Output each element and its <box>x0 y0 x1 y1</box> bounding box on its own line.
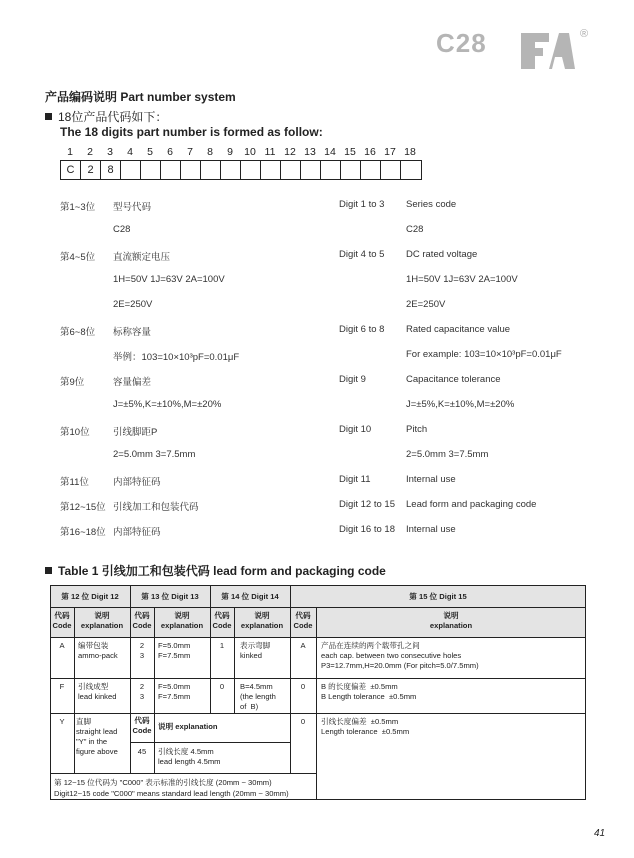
spec-en-desc: DC rated voltage <box>406 249 478 260</box>
grid-line <box>234 607 235 713</box>
spec-cn-digit: 第4~5位 <box>60 252 96 263</box>
spec-cn-digit: 第9位 <box>60 377 85 388</box>
page-number: 41 <box>594 828 606 839</box>
registered-mark: ® <box>580 28 589 40</box>
spec-en-digit: Digit 16 to 18 <box>339 524 395 535</box>
d13-code: 2 3 <box>139 682 145 701</box>
spec-en-desc: Internal use <box>406 524 456 535</box>
note-cn: 第 12~15 位代码为 "C000" 表示标准的引线长度 (20mm ~ 30mm) <box>54 778 272 787</box>
bullet-cn <box>45 108 167 125</box>
bullet-square-icon <box>45 567 52 574</box>
d15-code: 0 <box>300 682 306 691</box>
col-code-header: 代码 Code <box>52 611 72 630</box>
spec-cn-digit: 第11位 <box>60 477 89 488</box>
digit-number: 5 <box>147 146 153 158</box>
digit-box <box>201 161 221 179</box>
note-en: Digit12~15 code "C000" means standard lead length (20mm ~ 30mm) <box>54 789 289 798</box>
digit-box <box>241 161 261 179</box>
d13-expl: F=5.0mm F=7.5mm <box>158 682 191 701</box>
col-expl-header: 说明 explanation <box>429 611 473 630</box>
col-expl-header: 说明 explanation <box>80 611 124 630</box>
spec-cn-digit: 第12~15位 <box>60 502 106 513</box>
d12-code: A <box>59 641 65 650</box>
spec-en-desc: Capacitance tolerance <box>406 374 501 385</box>
spec-en-desc: C28 <box>406 224 424 235</box>
table-note <box>54 777 314 799</box>
digit-box: C <box>61 161 81 179</box>
grid-line <box>74 607 75 773</box>
spec-cn-desc: 举例：103=10×10³pF=0.01μF <box>113 352 240 363</box>
d14-expl: 表示弯脚 kinked <box>240 641 271 660</box>
spec-en-desc: For example: 103=10×10³pF=0.01μF <box>406 349 562 360</box>
digit-box <box>161 161 181 179</box>
digit-number: 15 <box>344 146 356 158</box>
spec-en-desc: Pitch <box>406 424 428 435</box>
d14-code: 1 <box>219 641 225 650</box>
col-code-header: 代码 Code <box>212 611 232 630</box>
digit-box <box>281 161 301 179</box>
spec-en-digit: Digit 11 <box>339 474 371 485</box>
spec-en-desc: Lead form and packaging code <box>406 499 537 510</box>
d13-expl: F=5.0mm F=7.5mm <box>158 641 191 660</box>
spec-en-digit: Digit 6 to 8 <box>339 324 385 335</box>
d14-expl: B=4.5mm (the length of B) <box>240 682 276 711</box>
grid-line <box>585 585 586 800</box>
company-logo-icon <box>521 31 575 69</box>
spec-en-desc: 1H=50V 1J=63V 2A=100V <box>406 274 518 285</box>
spec-cn-desc: 2E=250V <box>113 299 153 310</box>
digit-number: 3 <box>107 146 113 158</box>
digit-box <box>381 161 401 179</box>
spec-en-desc: 2E=250V <box>406 299 446 310</box>
spec-en-digit: Digit 1 to 3 <box>339 199 385 210</box>
group-digit15: 第 15 位 Digit 15 <box>409 592 467 601</box>
sub-expl-header: 说明 explanation <box>158 722 218 731</box>
spec-cn-desc: 内部特征码 <box>113 477 161 488</box>
col-expl-header: 说明 explanation <box>160 611 204 630</box>
spec-en-desc: Rated capacitance value <box>406 324 511 335</box>
d15-code: 0 <box>300 717 306 726</box>
bullet-square-icon <box>45 113 52 120</box>
spec-cn-desc: 2=5.0mm 3=7.5mm <box>113 449 196 460</box>
spec-en-digit: Digit 12 to 15 <box>339 499 395 510</box>
d15-expl: B 的长度偏差 ±0.5mm B Length tolerance ±0.5mm <box>321 682 417 701</box>
d12-expl: 直脚 straight lead "Y" in the figure above <box>76 717 118 756</box>
col-expl-header: 说明 explanation <box>240 611 284 630</box>
digit-number: 4 <box>127 146 133 158</box>
digit-number: 11 <box>264 146 276 158</box>
digit-box <box>141 161 161 179</box>
spec-cn-desc: 引线加工和包装代码 <box>113 502 199 513</box>
digit-box <box>361 161 381 179</box>
group-digit13: 第 13 位 Digit 13 <box>141 592 199 601</box>
bullet-en: The 18 digits part number is formed as follow: <box>60 125 323 139</box>
spec-en-desc: Series code <box>406 199 457 210</box>
group-digit12: 第 12 位 Digit 12 <box>61 592 119 601</box>
spec-en-desc: Internal use <box>406 474 456 485</box>
digit-number: 17 <box>384 146 396 158</box>
spec-en-digit: Digit 10 <box>339 424 372 435</box>
digit-box <box>341 161 361 179</box>
digit-number: 1 <box>67 146 73 158</box>
sub-code-header: 代码 Code <box>132 716 152 735</box>
spec-cn-desc: C28 <box>113 224 131 235</box>
grid-line <box>316 799 586 800</box>
d15-expl: 产品在连续的两个载带孔之间 each cap. between two consecutive holes P3=12.7mm,H=20.0mm (For pitch=5.0/7.5mm) <box>321 641 479 670</box>
digit-box <box>301 161 321 179</box>
d15-expl: 引线长度偏差 ±0.5mm Length tolerance ±0.5mm <box>321 717 410 736</box>
d12-code: Y <box>59 717 65 726</box>
digit-number: 18 <box>404 146 416 158</box>
d12-expl: 编带包装 ammo-pack <box>78 641 118 660</box>
digit-box <box>221 161 241 179</box>
grid-line <box>50 799 316 800</box>
bullet-cn-text: 18位产品代码如下： <box>58 110 168 124</box>
section-title: 产品编码说明 Part number system <box>45 90 236 104</box>
spec-cn-digit: 第6~8位 <box>60 327 96 338</box>
spec-cn-digit: 第16~18位 <box>60 527 106 538</box>
digit-number: 2 <box>87 146 93 158</box>
digit-box: 2 <box>81 161 101 179</box>
lead-form-table <box>50 585 586 800</box>
digit-number: 6 <box>167 146 173 158</box>
sub-expl: 引线长度 4.5mm lead length 4.5mm <box>158 747 221 766</box>
spec-cn-desc: 引线脚距P <box>113 427 158 438</box>
digit-number: 16 <box>364 146 376 158</box>
digit-number: 9 <box>227 146 233 158</box>
grid-line <box>50 773 316 774</box>
d13-code: 2 3 <box>139 641 145 660</box>
spec-cn-desc: 标称容量 <box>113 327 152 338</box>
grid-line <box>154 607 155 773</box>
spec-cn-desc: J=±5%,K=±10%,M=±20% <box>113 399 222 410</box>
digit-number: 8 <box>207 146 213 158</box>
grid-line <box>290 585 291 773</box>
series-model-title: C28 <box>436 28 487 58</box>
d12-code: F <box>59 682 65 691</box>
spec-cn-desc: 1H=50V 1J=63V 2A=100V <box>113 274 225 285</box>
spec-en-digit: Digit 4 to 5 <box>339 249 385 260</box>
d15-code: A <box>300 641 306 650</box>
digit-number: 13 <box>304 146 316 158</box>
digit-box <box>121 161 141 179</box>
spec-cn-desc: 直流额定电压 <box>113 252 171 263</box>
spec-en-digit: Digit 9 <box>339 374 366 385</box>
spec-cn-digit: 第10位 <box>60 427 90 438</box>
digit-box <box>261 161 281 179</box>
digit-number: 7 <box>187 146 193 158</box>
digit-boxes <box>60 160 422 180</box>
d14-code: 0 <box>219 682 225 691</box>
digit-number: 12 <box>284 146 296 158</box>
digit-number: 14 <box>324 146 336 158</box>
digit-box <box>181 161 201 179</box>
digit-number: 10 <box>244 146 256 158</box>
digit-box: 8 <box>101 161 121 179</box>
spec-cn-desc: 容量偏差 <box>113 377 152 388</box>
spec-cn-desc: 内部特征码 <box>113 527 161 538</box>
d12-expl: 引线成型 lead kinked <box>78 682 117 701</box>
spec-en-desc: 2=5.0mm 3=7.5mm <box>406 449 489 460</box>
col-code-header: 代码 Code <box>132 611 152 630</box>
grid-line <box>130 585 131 773</box>
table1-title-text: Table 1 引线加工和包装代码 lead form and packaging code <box>58 564 386 578</box>
spec-cn-digit: 第1~3位 <box>60 202 96 213</box>
digit-box <box>321 161 341 179</box>
group-digit14: 第 14 位 Digit 14 <box>221 592 279 601</box>
grid-line <box>210 585 211 713</box>
grid-line <box>316 607 317 800</box>
col-code-header: 代码 Code <box>293 611 313 630</box>
spec-en-desc: J=±5%,K=±10%,M=±20% <box>406 399 515 410</box>
grid-line <box>50 585 51 800</box>
digit-box <box>401 161 421 179</box>
spec-cn-desc: 型号代码 <box>113 202 152 213</box>
sub-code: 45 <box>137 747 147 756</box>
table1-title <box>45 562 386 579</box>
